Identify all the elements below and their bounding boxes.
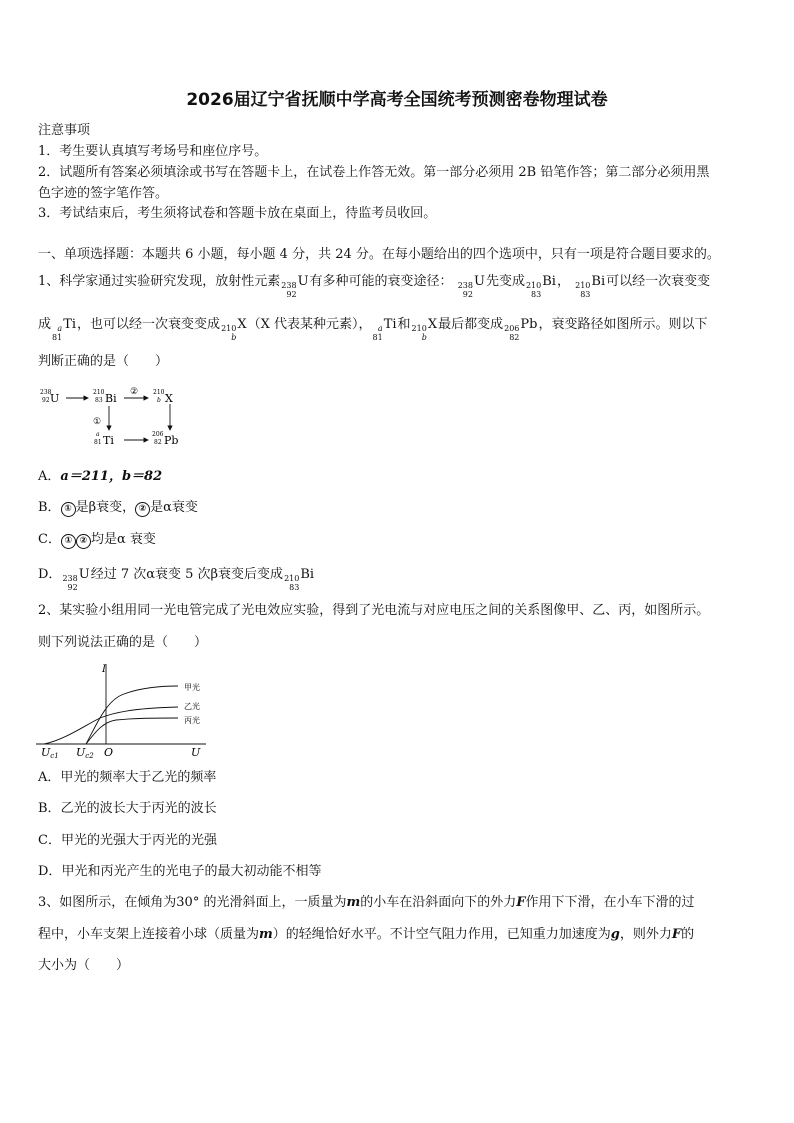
diagram-step-1: ①	[93, 417, 102, 427]
option-text: 乙光的波长大于丙光的波长	[60, 801, 217, 816]
q3-text: 的小车在沿斜面向下的外力	[360, 895, 517, 910]
uc2-label: Uc2	[76, 746, 94, 758]
diagram-bi-mass: 210	[93, 389, 105, 396]
q1-option-d	[38, 568, 315, 592]
section-heading: 一、单项选择题：本题共 6 小题，每小题 4 分，共 24 分。在每小题给出的四个选项中，只有一项是符合题目要求的。	[38, 247, 720, 262]
option-text: 甲光的光强大于丙光的光强	[60, 833, 217, 848]
q3-text: 作用下下滑，在小车下滑的过	[525, 895, 695, 910]
q3-line-1	[38, 896, 694, 909]
q1-text: 最后都变成	[438, 317, 504, 332]
q1-line-3: 判断正确的是（ ）	[38, 354, 169, 369]
notice-item-1: 1．考生要认真填写考场号和座位序号。	[38, 144, 268, 159]
diagram-bi-z: 83	[95, 397, 103, 404]
nuclide-u: 238 92 U	[62, 567, 90, 592]
q1-text: ，衰变路径如图所示。则以下	[538, 317, 708, 332]
curve-jia	[86, 686, 178, 744]
photoelectric-graph	[36, 660, 216, 758]
diagram-pb-mass: 206	[152, 431, 164, 438]
nuclide-x: 210 b X	[221, 317, 247, 342]
y-axis-label: I	[102, 664, 106, 675]
option-text: 甲光的频率大于乙光的频率	[60, 770, 217, 785]
diagram-pb-z: 82	[154, 439, 162, 446]
var-m: m	[259, 927, 273, 942]
series-label-yi: 乙光	[184, 702, 200, 711]
q2-option-d	[38, 865, 321, 878]
series-label-bing: 丙光	[184, 716, 200, 725]
option-label: D．	[38, 567, 62, 582]
diagram-u-sym: U	[50, 392, 60, 405]
circled-1: ①	[61, 534, 76, 549]
var-g: g	[610, 927, 620, 942]
q1-line-2	[38, 318, 707, 342]
diagram-bi-sym: Bi	[105, 392, 117, 405]
circled-2: ②	[76, 534, 91, 549]
curve-bing	[86, 718, 178, 744]
nuclide-pb: 206 82 Pb	[504, 317, 538, 342]
option-text: a＝211，b＝82	[60, 469, 163, 484]
q1-text: 和	[397, 317, 411, 332]
diagram-ti-z: 81	[94, 439, 102, 446]
nuclide-ti: a 81 Ti	[52, 317, 77, 342]
diagram-x-mass: 210	[153, 389, 165, 396]
q1-option-b	[38, 501, 198, 517]
nuclide-bi: 210 83 Bi	[575, 274, 606, 299]
q3-text: 程中，小车支架上连接着小球（质量为	[38, 927, 260, 942]
diagram-x-sym: X	[165, 392, 173, 405]
notice-heading: 注意事项	[38, 123, 91, 138]
circled-2: ②	[135, 502, 150, 517]
q3-text: 3、如图所示，在倾角为30° 的光滑斜面上，一质量为	[38, 895, 347, 910]
q1-text: 先变成	[485, 274, 525, 289]
q3-line-3: 大小为（ ）	[38, 958, 130, 973]
nuclide-x: 210 b X	[411, 317, 438, 342]
q1-option-c	[38, 533, 156, 549]
circled-1: ①	[61, 502, 76, 517]
notice-item-2-cont: 色字迹的签字笔作答。	[38, 186, 169, 201]
diagram-pb-sym: Pb	[164, 434, 179, 447]
option-label: B．	[38, 801, 61, 816]
diagram-ti-sym: Ti	[103, 434, 114, 447]
diagram-u-z: 92	[42, 397, 50, 404]
diagram-ti-mass: a	[96, 431, 100, 438]
q1-text: ，	[556, 274, 570, 289]
diagram-u-mass: 238	[40, 389, 52, 396]
option-text: 均是α 衰变	[90, 532, 156, 547]
origin-label: O	[104, 746, 114, 758]
option-label: C．	[38, 833, 61, 848]
x-axis-label: U	[191, 746, 201, 758]
q1-text: 可以经一次衰变变	[606, 274, 711, 289]
q1-text: （X 代表某种元素），	[247, 317, 372, 332]
option-text: 是β衰变，	[75, 500, 136, 515]
q1-line-1	[38, 275, 710, 299]
series-label-jia: 甲光	[184, 683, 200, 692]
option-text: 甲光和丙光产生的光电子的最大初动能不相等	[61, 864, 322, 879]
curve-yi	[44, 707, 178, 744]
notice-item-2: 2．试题所有答案必须填涂或书写在答题卡上，在试卷上作答无效。第一部分必须用 2B 铅笔作答；第二部分必须用黑	[38, 165, 710, 180]
diagram-step-2: ②	[130, 387, 139, 397]
q1-option-a	[38, 470, 162, 483]
q3-text: ，则外力	[619, 927, 672, 942]
q1-text: 1、科学家通过实验研究发现，放射性元素	[38, 274, 281, 289]
option-label: C．	[38, 532, 61, 547]
q3-text: ）的轻绳恰好水平。不计空气阻力作用，已知重力加速度为	[272, 927, 611, 942]
q2-option-b	[38, 802, 217, 815]
q1-text: 有多种可能的衰变途径：	[309, 274, 453, 289]
option-label: A．	[38, 469, 61, 484]
notice-item-3: 3．考试结束后，考生须将试卷和答题卡放在桌面上，待监考员收回。	[38, 206, 437, 221]
var-m: m	[346, 895, 361, 910]
nuclide-ti: a 81 Ti	[372, 317, 397, 342]
option-text: 是α衰变	[150, 500, 198, 515]
var-f: F	[671, 927, 682, 942]
nuclide-u: 238 92 U	[457, 274, 485, 299]
q2-line-1: 2、某实验小组用同一光电管完成了光电效应实验，得到了光电流与对应电压之间的关系图像甲、乙、丙，如图所示。	[38, 603, 710, 618]
q1-text: 成	[38, 317, 52, 332]
uc1-label: Uc1	[41, 746, 59, 758]
q1-text: ，也可以经一次衰变变成	[77, 317, 221, 332]
q2-line-2: 则下列说法正确的是（ ）	[38, 635, 208, 650]
q2-option-c	[38, 834, 217, 847]
q3-text: 的	[681, 927, 695, 942]
nuclide-u: 238 92 U	[281, 274, 309, 299]
nuclide-bi: 210 83 Bi	[284, 567, 315, 592]
option-text: 经过 7 次α衰变 5 次β衰变后变成	[90, 567, 284, 582]
nuclide-bi: 210 83 Bi	[525, 274, 556, 299]
option-label: A．	[38, 770, 61, 785]
q3-line-2	[38, 928, 694, 941]
page-title: 2026届辽宁省抚顺中学高考全国统考预测密卷物理试卷	[186, 90, 608, 110]
option-label: D．	[38, 864, 62, 879]
diagram-x-z: b	[157, 397, 161, 404]
q2-option-a	[38, 771, 216, 784]
option-label: B．	[38, 500, 61, 515]
decay-diagram	[36, 384, 196, 454]
var-f: F	[516, 895, 526, 910]
